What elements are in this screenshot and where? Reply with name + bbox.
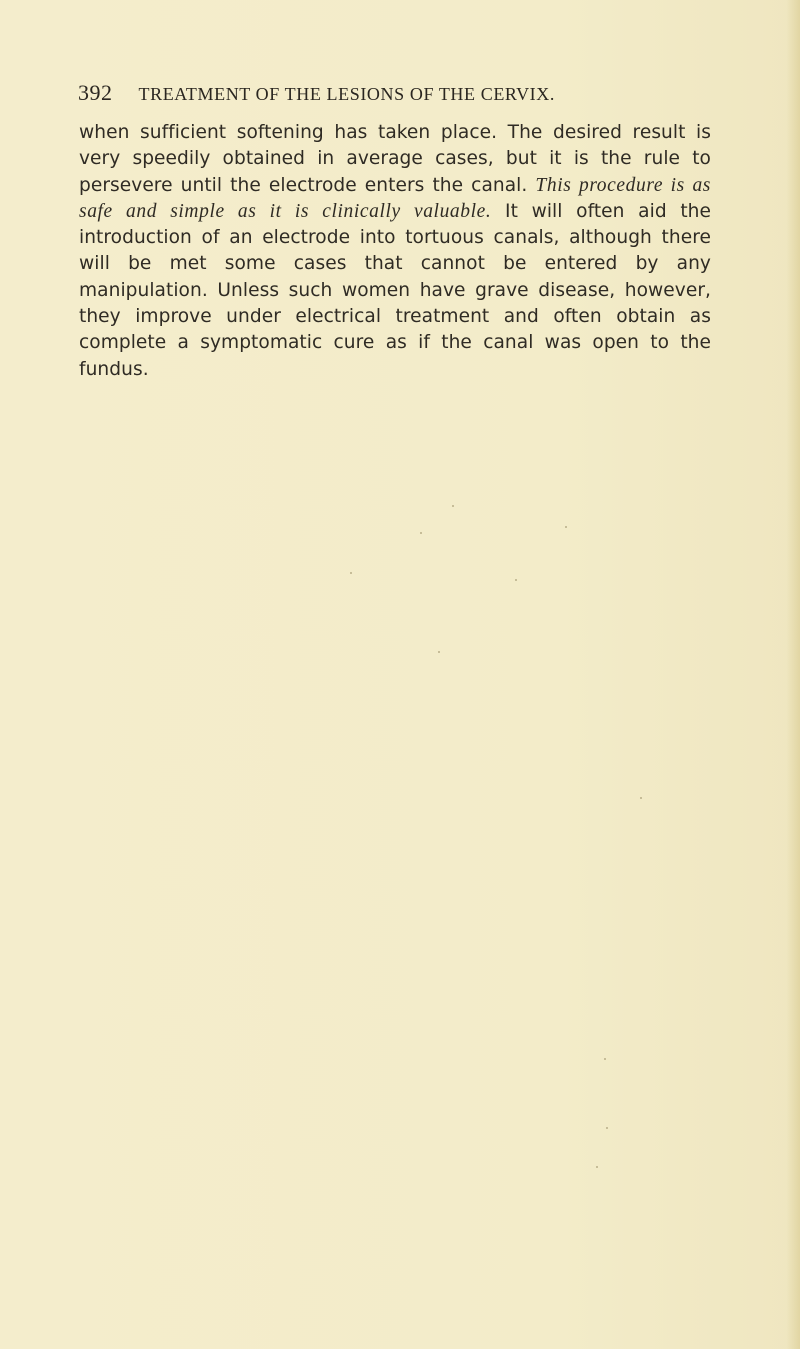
paragraph-tail: It will often aid the introduction of an electrode into tortuous canals, although there will be met some cases that cannot be entered by any manipulation. Unless such women have grave disease, however, they improve under electrical treatment and often obtain as complete a symptomatic cure as if the canal was open to the fundus.	[79, 200, 712, 380]
paper-speck	[420, 532, 422, 534]
body-paragraph	[79, 120, 711, 383]
paper-speck	[604, 1058, 606, 1060]
paper-speck	[350, 572, 352, 574]
page-edge-shadow	[786, 0, 800, 1349]
running-head	[78, 80, 718, 108]
running-title: TREATMENT OF THE LESIONS OF THE CERVIX.	[138, 84, 555, 104]
paper-speck	[596, 1166, 598, 1168]
page-number: 392	[78, 80, 113, 105]
paper-speck	[565, 526, 567, 528]
paragraph-emphasis: This procedure is as safe and simple as it is clinically valuable.	[79, 174, 711, 222]
paper-speck	[640, 797, 642, 799]
paper-speck	[452, 505, 454, 507]
paper-speck	[515, 579, 517, 581]
paper-speck	[438, 651, 440, 653]
paper-speck	[606, 1127, 608, 1129]
paragraph-lead: when sufficient softening has taken place. The desired result is very speedily obtained in average cases, but it is the rule to persevere until the electrode enters the canal.	[79, 122, 711, 196]
